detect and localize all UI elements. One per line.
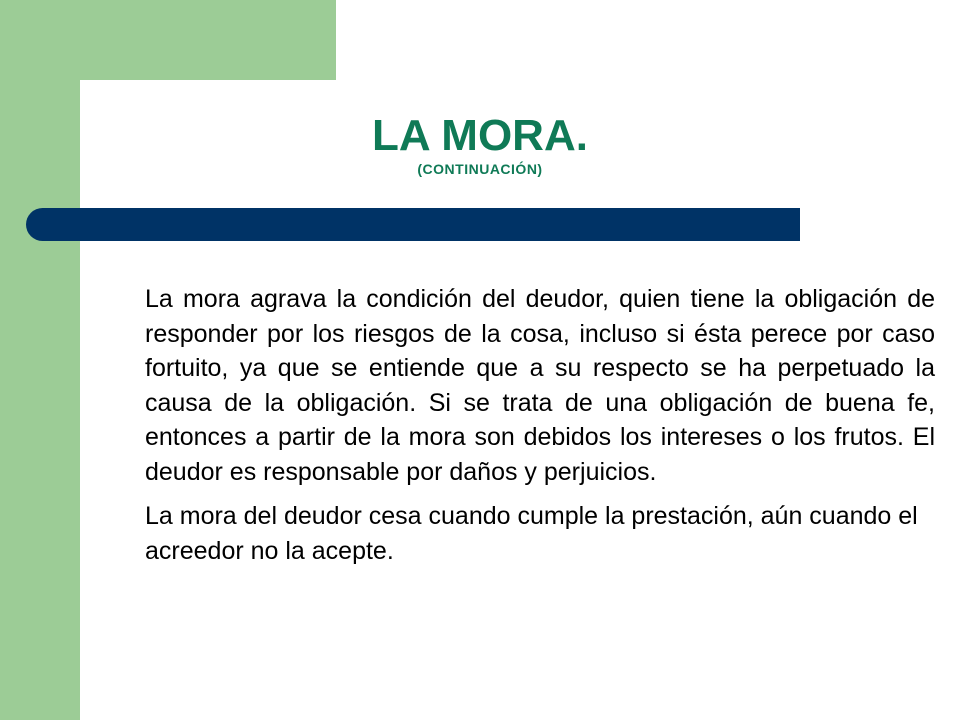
slide-title: LA MORA.	[372, 111, 588, 160]
title-divider-bar	[26, 208, 800, 241]
title-area	[80, 112, 880, 178]
slide-subtitle: (CONTINUACIÓN)	[417, 161, 543, 177]
body-paragraph-2: La mora del deudor cesa cuando cumple la prestación, aún cuando el acreedor no la acepte.	[145, 502, 918, 565]
left-decorative-strip	[0, 0, 80, 720]
body-paragraph-1: La mora agrava la condición del deudor, quien tiene la obligación de responder por los riesgos de la cosa, incluso si ésta perece por caso fortuito, ya que se entiende que a su respecto se ha perpetuado la causa de la obligación. Si se trata de una obligación de buena fe, entonces a partir de la mora son debidos los intereses o los frutos. El deudor es responsable por daños y perjuicios.	[145, 285, 935, 486]
top-decorative-block	[0, 0, 336, 80]
slide-body	[145, 282, 935, 578]
